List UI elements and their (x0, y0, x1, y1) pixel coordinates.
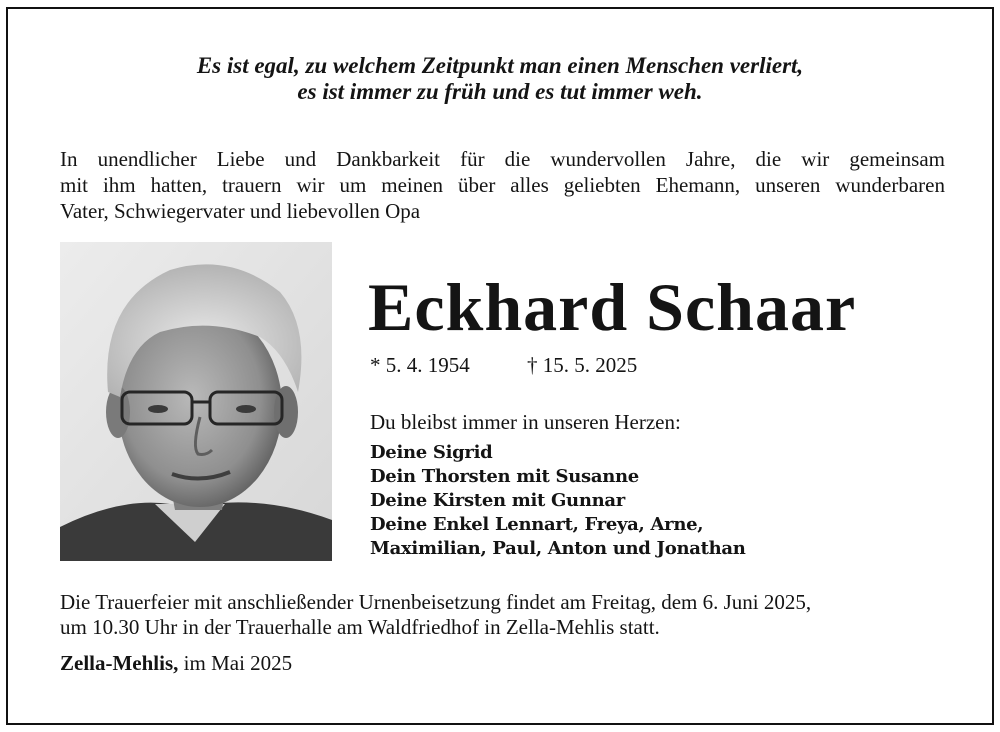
intro-text (60, 146, 945, 224)
quote (0, 53, 1000, 105)
service-info (60, 590, 811, 640)
family-member: Deine Enkel Lennart, Freya, Arne, (370, 514, 704, 535)
motto: Du bleibst immer in unseren Herzen: (370, 410, 681, 434)
family-member: Deine Sigrid (370, 442, 493, 463)
service-line-2: um 10.30 Uhr in der Trauerhalle am Waldfriedhof in Zella-Mehlis statt. (60, 615, 660, 639)
deceased-name: Eckhard Schaar (368, 269, 857, 345)
family-list (370, 441, 746, 561)
death-date: † 15. 5. 2025 (527, 353, 638, 377)
birth-date: * 5. 4. 1954 (370, 353, 470, 377)
quote-line-1: Es ist egal, zu welchem Zeitpunkt man einen Menschen verliert, (196, 53, 804, 78)
intro-line-3: Vater, Schwiegervater und liebevollen Opa (60, 199, 421, 223)
service-line-1: Die Trauerfeier mit anschließender Urnenbeisetzung findet am Freitag, dem 6. Juni 2025, (60, 590, 812, 614)
intro-line-1: In unendlicher Liebe und Dankbarkeit für die wundervollen Jahre, die wir gemeinsam (60, 147, 945, 171)
intro-line-2: mit ihm hatten, trauern wir um meinen über alles geliebten Ehemann, unseren wunderbaren (60, 173, 945, 197)
closing-line (60, 650, 292, 676)
quote-line-2: es ist immer zu früh und es tut immer weh. (297, 79, 703, 104)
family-member: Dein Thorsten mit Susanne (370, 466, 639, 487)
family-member: Deine Kirsten mit Gunnar (370, 490, 625, 511)
closing-date: im Mai 2025 (183, 651, 293, 675)
portrait-photo (60, 242, 332, 561)
life-dates (370, 352, 637, 378)
family-member: Maximilian, Paul, Anton und Jonathan (370, 538, 746, 559)
closing-place: Zella-Mehlis, (60, 651, 179, 675)
